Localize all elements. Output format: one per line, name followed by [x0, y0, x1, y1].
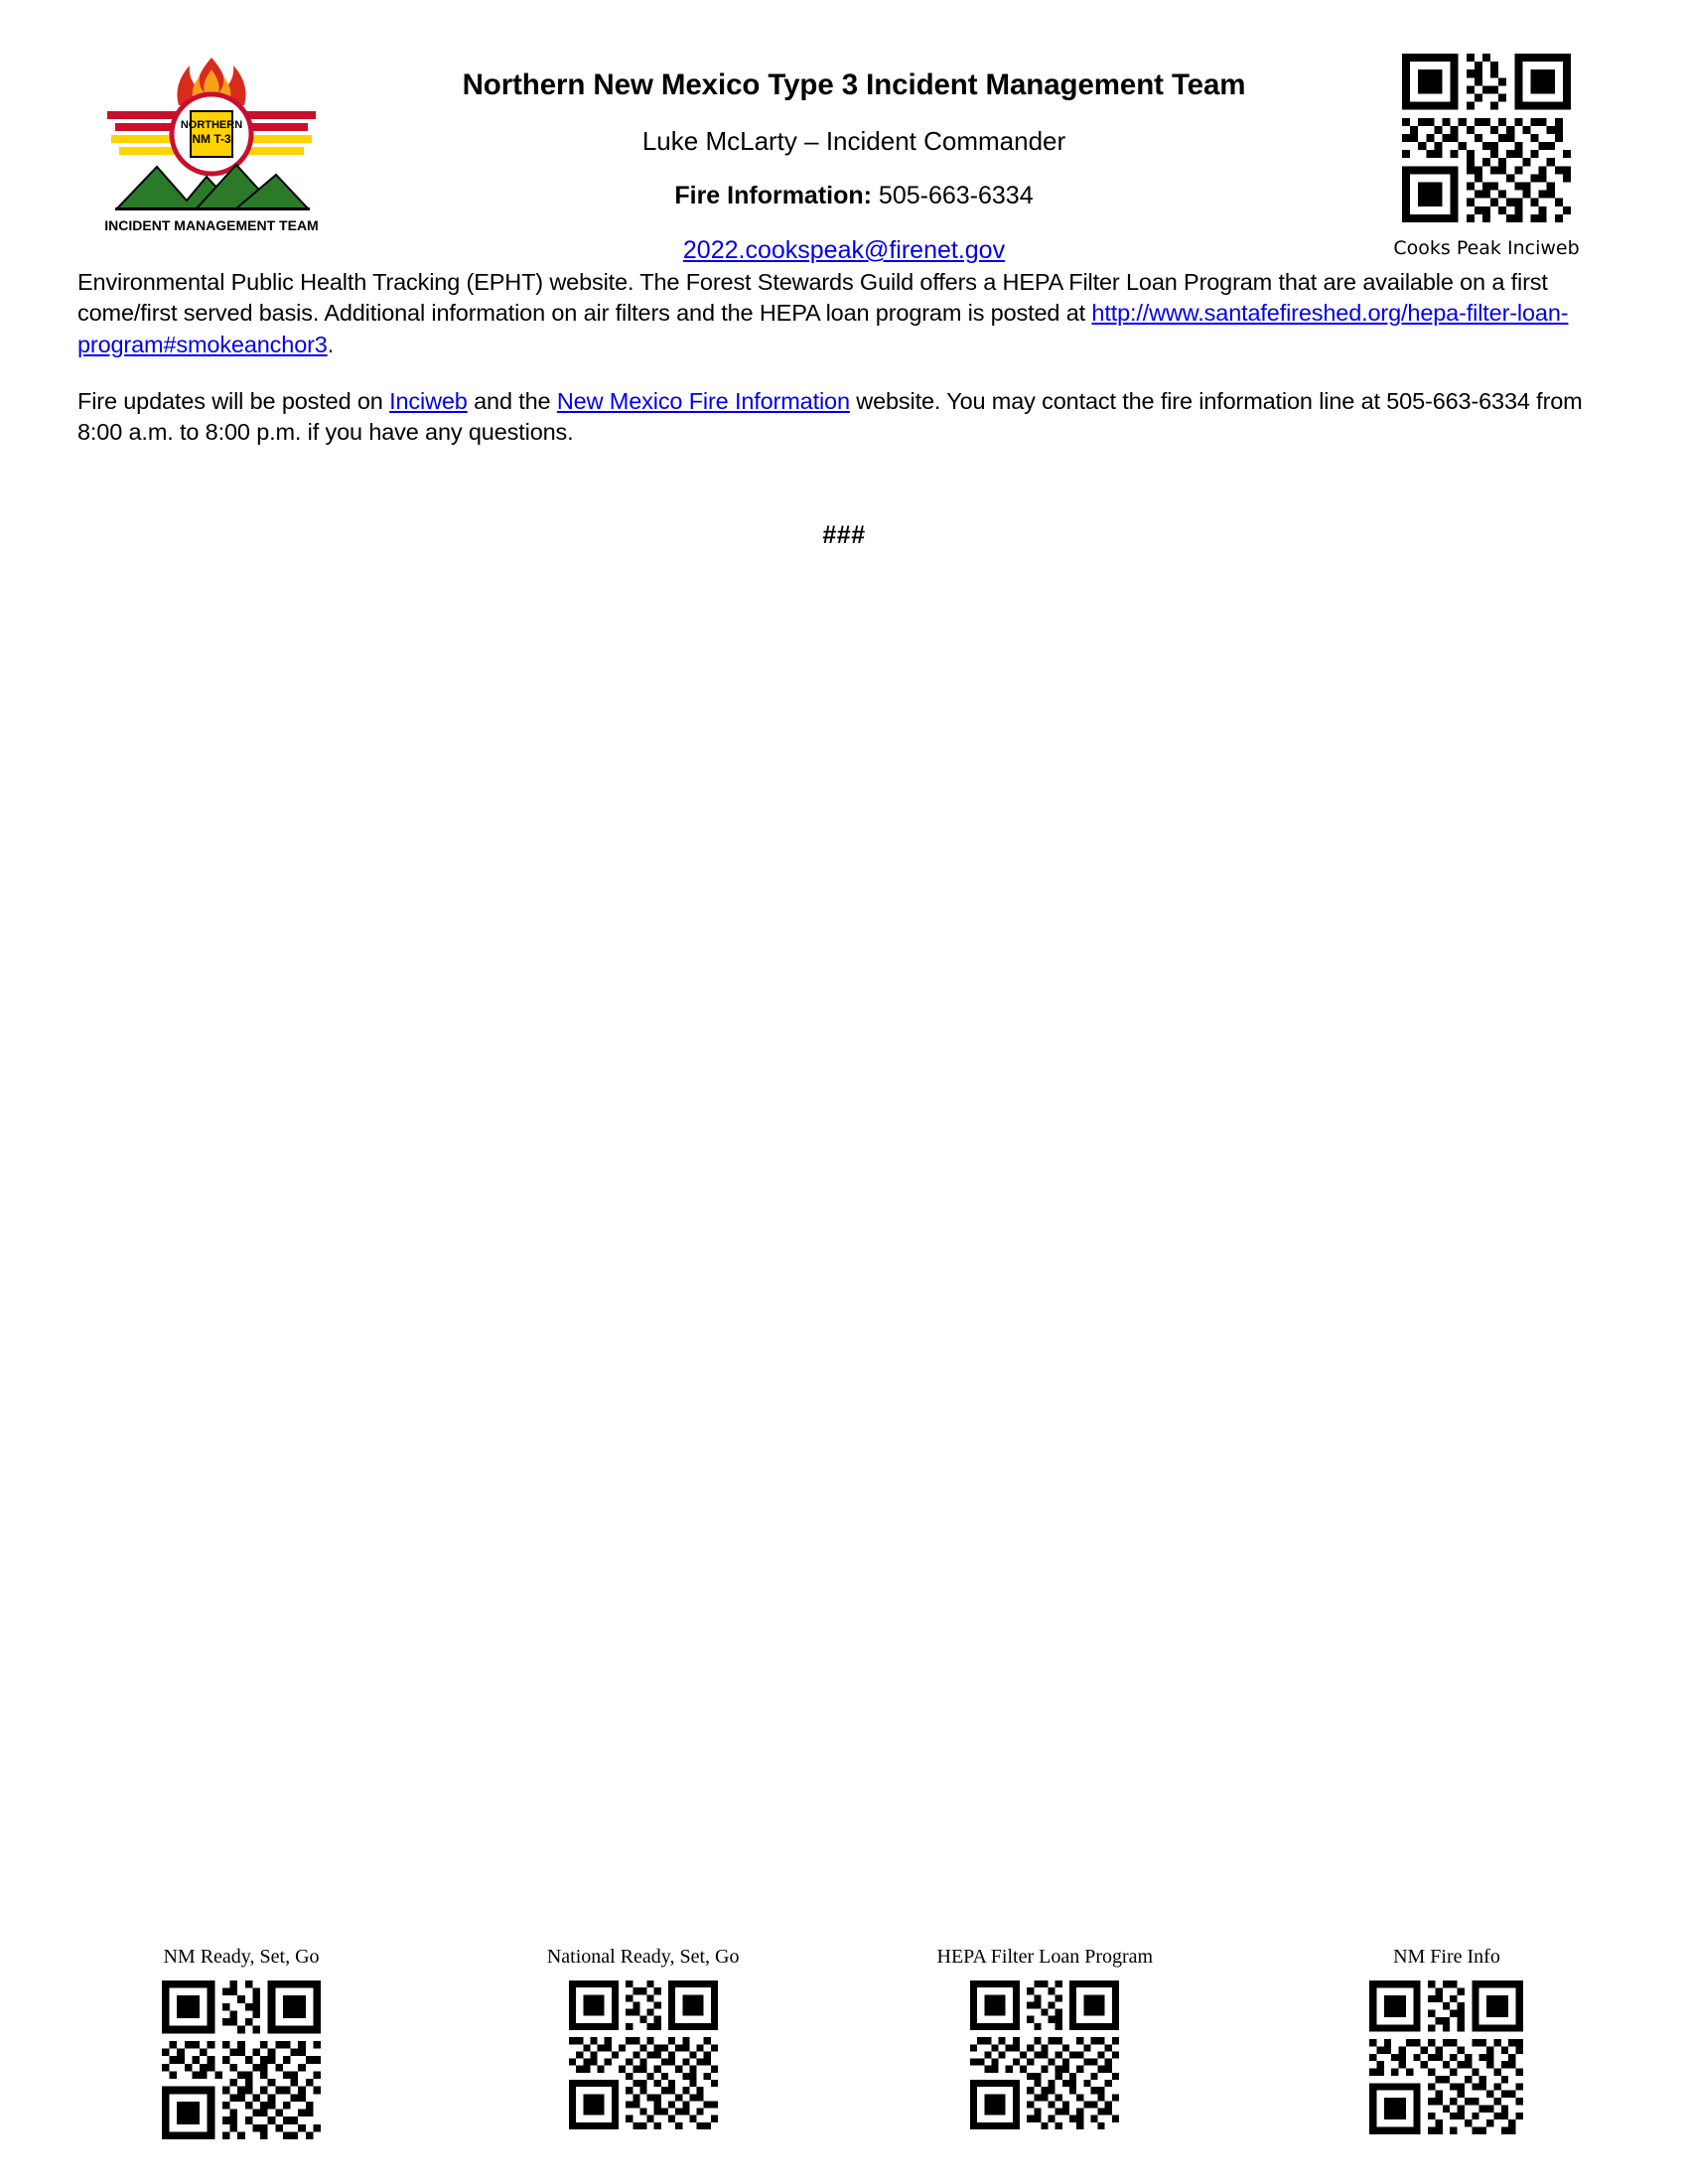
- footer-item-nm-fire-info: [1283, 1946, 1611, 2144]
- footer-label-national-ready-set-go: National Ready, Set, Go: [546, 1946, 740, 1968]
- logo-badge-line1: NORTHERN: [180, 119, 243, 131]
- footer-item-nm-ready-set-go: [77, 1946, 405, 2144]
- fire-information-line: [346, 181, 1362, 210]
- imt-logo-graphic: [87, 50, 336, 238]
- header-qr-block: [1362, 46, 1611, 259]
- paragraph-hepa-text-1: Environmental Public Health Tracking (EPHT) website. The Forest Stewards Guild offers a HEPA Filter Loan Program that are available on a first come/first served basis. Additional information on air filters and the HEPA loan program is posted at: [77, 269, 1548, 327]
- paragraph-hepa-text-2: .: [327, 331, 335, 357]
- inciweb-link[interactable]: Inciweb: [389, 387, 468, 414]
- paragraph-hepa-program: [77, 267, 1611, 360]
- incident-commander: Luke McLarty – Incident Commander: [641, 125, 1066, 156]
- contact-email-link[interactable]: 2022.cookspeak@firenet.gov: [682, 236, 1006, 264]
- page-title: Northern New Mexico Type 3 Incident Management Team: [462, 68, 1246, 101]
- nm-ready-set-go-qr-code[interactable]: [162, 1980, 321, 2139]
- footer-label-hepa-filter-loan-program: HEPA Filter Loan Program: [936, 1946, 1154, 1968]
- paragraph-updates-text-3: website. You may contact the fire information line at 505-663-6334 from 8:00 a.m. to 8:00 p.m. if you have any questions.: [77, 387, 1583, 445]
- cooks-peak-inciweb-qr-code[interactable]: [1402, 54, 1571, 222]
- footer-label-nm-ready-set-go: NM Ready, Set, Go: [163, 1946, 320, 1968]
- logo-badge-line2: NM T-3: [192, 132, 231, 146]
- end-of-release-marker: ###: [822, 521, 866, 550]
- footer-item-hepa-filter-loan-program: [881, 1946, 1208, 2144]
- fire-information-label: Fire Information:: [674, 182, 872, 210]
- qr-caption-cooks-peak: Cooks Peak Inciweb: [1393, 237, 1580, 259]
- nm-fire-info-qr-code[interactable]: [1369, 1980, 1523, 2134]
- nm-fire-information-link[interactable]: New Mexico Fire Information: [556, 387, 850, 414]
- fire-information-phone: 505-663-6334: [878, 182, 1034, 210]
- santafefireshed-link[interactable]: http://www.santafefireshed.org/hepa-filter-loan-program#smokeanchor3: [77, 300, 1569, 357]
- logo-caption: INCIDENT MANAGEMENT TEAM: [104, 217, 319, 233]
- footer-item-national-ready-set-go: [480, 1946, 807, 2144]
- paragraph-updates-text-2: and the: [467, 387, 557, 414]
- hepa-filter-loan-program-qr-code[interactable]: [970, 1980, 1119, 2129]
- national-ready-set-go-qr-code[interactable]: [569, 1980, 718, 2129]
- imt-logo: [77, 46, 346, 238]
- header-text-block: [346, 46, 1362, 210]
- paragraph-fire-updates: [77, 386, 1611, 449]
- footer-qr-row: [77, 1946, 1611, 2144]
- footer-label-nm-fire-info: NM Fire Info: [1393, 1946, 1500, 1968]
- paragraph-updates-text-1: Fire updates will be posted on: [77, 387, 390, 414]
